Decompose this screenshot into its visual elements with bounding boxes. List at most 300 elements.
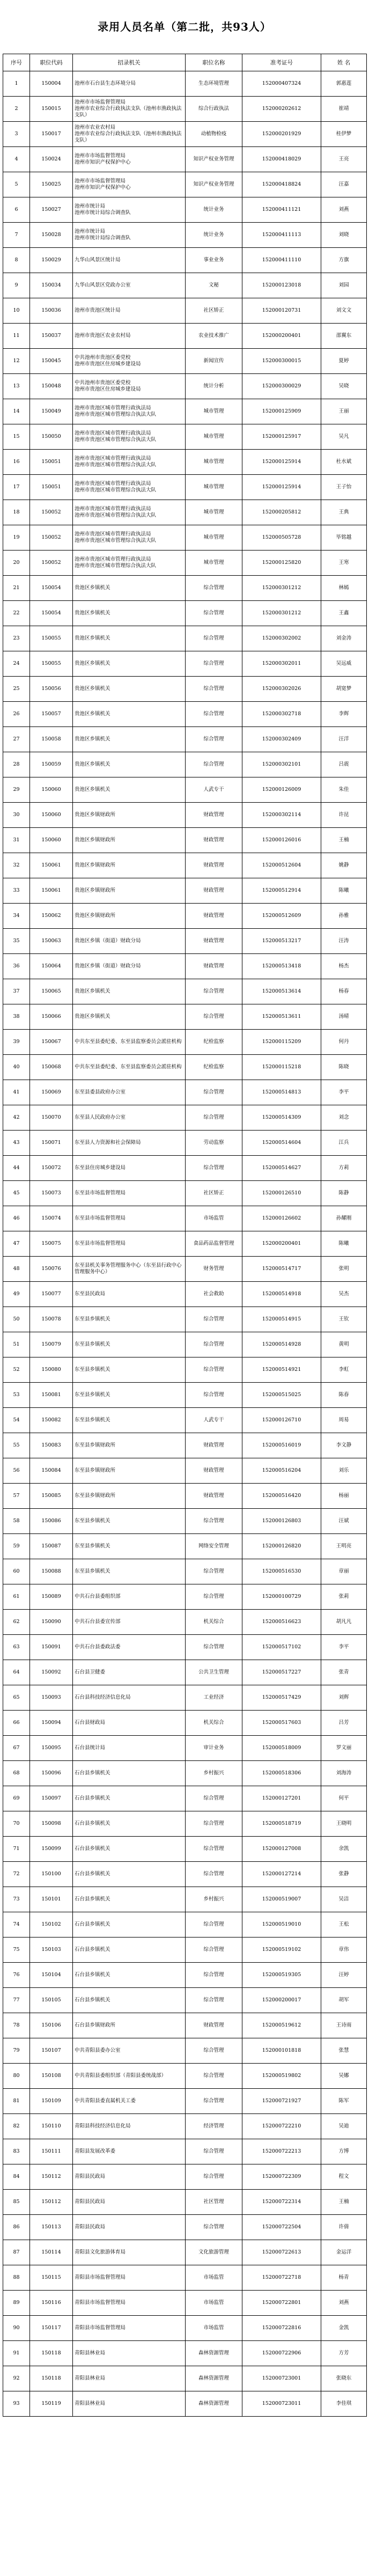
- cell-seq: 19: [3, 525, 30, 551]
- cell-code: 150085: [30, 1484, 73, 1509]
- table-row: [3, 1685, 367, 1711]
- cell-name: 陈静: [321, 1181, 367, 1206]
- cell-code: 150112: [30, 2164, 73, 2190]
- cell-ticket: 152000514928: [242, 1332, 321, 1357]
- cell-dept: 贵池区乡镇财政所: [73, 828, 186, 853]
- cell-position: 财政管理: [186, 1433, 242, 1458]
- cell-ticket: 152000302409: [242, 727, 321, 752]
- cell-dept: 石台县卫健委: [73, 1660, 186, 1685]
- cell-position: 市场监管: [186, 1206, 242, 1231]
- cell-name: 吕震: [321, 752, 367, 777]
- cell-code: 150115: [30, 2265, 73, 2291]
- cell-code: 150093: [30, 1685, 73, 1711]
- table-row: [3, 374, 367, 399]
- cell-name: 张慧: [321, 2038, 367, 2064]
- cell-name: 孙耀刚: [321, 1206, 367, 1231]
- cell-name: 程文: [321, 2164, 367, 2190]
- cell-ticket: 152000519102: [242, 1937, 321, 1963]
- cell-dept: 贵池区乡镇机关: [73, 601, 186, 626]
- cell-name: 胡凡凡: [321, 1610, 367, 1635]
- table-row: [3, 1357, 367, 1383]
- cell-dept: 贵池区乡镇机关: [73, 677, 186, 702]
- cell-seq: 76: [3, 1963, 30, 1988]
- cell-ticket: 152000123018: [242, 273, 321, 298]
- cell-position: 综合管理: [186, 727, 242, 752]
- cell-seq: 41: [3, 1080, 30, 1105]
- cell-dept: 东至县乡镇机关: [73, 1383, 186, 1408]
- cell-position: 文化旅游管理: [186, 2240, 242, 2265]
- cell-dept: 贵池区乡镇机关: [73, 651, 186, 677]
- table-row: [3, 424, 367, 450]
- cell-code: 150052: [30, 500, 73, 525]
- cell-position: 综合管理: [186, 1332, 242, 1357]
- table-row: [3, 2240, 367, 2265]
- table-row: [3, 1786, 367, 1811]
- cell-code: 150080: [30, 1357, 73, 1383]
- cell-seq: 58: [3, 1509, 30, 1534]
- cell-position: 综合管理: [186, 1509, 242, 1534]
- cell-seq: 62: [3, 1610, 30, 1635]
- cell-position: 财政管理: [186, 904, 242, 929]
- cell-dept: 青阳县民政局: [73, 2164, 186, 2190]
- cell-dept: 池州市贵池区城市管理行政执法局 池州市贵池区城市管理综合执法大队: [73, 551, 186, 576]
- cell-seq: 63: [3, 1635, 30, 1660]
- table-row: [3, 752, 367, 777]
- header-name: 姓 名: [321, 54, 367, 71]
- cell-seq: 16: [3, 450, 30, 475]
- cell-position: 综合管理: [186, 752, 242, 777]
- cell-code: 150059: [30, 752, 73, 777]
- cell-position: 财政管理: [186, 853, 242, 878]
- cell-ticket: 152000513614: [242, 979, 321, 1004]
- table-row: [3, 2190, 367, 2215]
- cell-dept: 池州市贵池区城市管理行政执法局 池州市贵池区城市管理综合执法大队: [73, 450, 186, 475]
- cell-code: 150076: [30, 1257, 73, 1282]
- cell-code: 150109: [30, 2089, 73, 2114]
- cell-code: 150098: [30, 1811, 73, 1837]
- cell-position: 乡村振兴: [186, 1887, 242, 1912]
- cell-seq: 51: [3, 1332, 30, 1357]
- cell-seq: 75: [3, 1937, 30, 1963]
- cell-code: 150070: [30, 1105, 73, 1131]
- cell-dept: 东至县乡镇财政所: [73, 1484, 186, 1509]
- table-row: [3, 500, 367, 525]
- cell-seq: 43: [3, 1131, 30, 1156]
- table-row: [3, 122, 367, 147]
- cell-seq: 26: [3, 702, 30, 727]
- table-row: [3, 2341, 367, 2366]
- cell-ticket: 152000516530: [242, 1559, 321, 1584]
- cell-dept: 池州市贵池区城市管理行政执法局 池州市贵池区城市管理综合执法大队: [73, 399, 186, 424]
- cell-position: 社区矫正: [186, 298, 242, 324]
- table-row: [3, 1610, 367, 1635]
- cell-ticket: 152000518306: [242, 1761, 321, 1786]
- cell-dept: 池州市市场监督管理局 池州市知识产权保护中心: [73, 147, 186, 172]
- cell-seq: 90: [3, 2316, 30, 2341]
- cell-name: 毕铭越: [321, 525, 367, 551]
- cell-seq: 87: [3, 2240, 30, 2265]
- cell-name: 张晓东: [321, 2366, 367, 2391]
- cell-position: 农业技术推广: [186, 324, 242, 349]
- cell-position: 财政管理: [186, 2013, 242, 2038]
- table-row: [3, 2089, 367, 2114]
- cell-position: 机关综合: [186, 1711, 242, 1736]
- table-row: [3, 248, 367, 273]
- header-row: [3, 54, 367, 71]
- cell-code: 150027: [30, 197, 73, 223]
- cell-dept: 石台县乡镇机关: [73, 1786, 186, 1811]
- cell-code: 150078: [30, 1307, 73, 1332]
- table-row: [3, 1660, 367, 1685]
- cell-ticket: 152000126820: [242, 1534, 321, 1559]
- cell-code: 150055: [30, 626, 73, 651]
- cell-dept: 九华山风景区党政办公室: [73, 273, 186, 298]
- table-row: [3, 2391, 367, 2417]
- table-row: [3, 399, 367, 424]
- cell-name: 罗文丽: [321, 1736, 367, 1761]
- cell-position: 综合管理: [186, 1635, 242, 1660]
- cell-position: 工业经济: [186, 1685, 242, 1711]
- cell-name: 孙雅: [321, 904, 367, 929]
- header-code: 职位代码: [30, 54, 73, 71]
- cell-code: 150062: [30, 904, 73, 929]
- cell-position: 综合管理: [186, 2089, 242, 2114]
- cell-dept: 中共石台县委政法委: [73, 1635, 186, 1660]
- table-row: [3, 1307, 367, 1332]
- table-row: [3, 172, 367, 197]
- table-row: [3, 803, 367, 828]
- cell-dept: 东至县乡镇机关: [73, 1307, 186, 1332]
- cell-dept: 中共石台县委组织部: [73, 1584, 186, 1610]
- cell-ticket: 152000518009: [242, 1736, 321, 1761]
- table-row: [3, 878, 367, 904]
- cell-name: 李平: [321, 1635, 367, 1660]
- cell-position: 综合管理: [186, 1811, 242, 1837]
- cell-seq: 15: [3, 424, 30, 450]
- cell-name: 李佳琪: [321, 2391, 367, 2417]
- table-row: [3, 1458, 367, 1484]
- cell-seq: 73: [3, 1887, 30, 1912]
- cell-dept: 青阳县市场监督管理局: [73, 2265, 186, 2291]
- cell-code: 150082: [30, 1408, 73, 1433]
- cell-dept: 东至县乡镇机关: [73, 1408, 186, 1433]
- cell-position: 综合管理: [186, 702, 242, 727]
- cell-dept: 石台县乡镇机关: [73, 1887, 186, 1912]
- cell-dept: 贵池区乡镇机关: [73, 576, 186, 601]
- cell-name: 吴迪: [321, 2114, 367, 2139]
- cell-seq: 82: [3, 2114, 30, 2139]
- cell-seq: 20: [3, 551, 30, 576]
- cell-dept: 池州市贵池区城市管理行政执法局 池州市贵池区城市管理综合执法大队: [73, 475, 186, 500]
- table-row: [3, 1080, 367, 1105]
- table-row: [3, 2064, 367, 2089]
- table-row: [3, 1811, 367, 1837]
- cell-position: 市场监管: [186, 2265, 242, 2291]
- cell-dept: 青阳县市场监督管理局: [73, 2291, 186, 2316]
- cell-position: 新闻宣传: [186, 349, 242, 374]
- cell-dept: 东至县人民政府办公室: [73, 1105, 186, 1131]
- cell-name: 汤晴: [321, 1004, 367, 1030]
- cell-seq: 2: [3, 97, 30, 122]
- cell-position: 纪检监察: [186, 1030, 242, 1055]
- cell-dept: 池州市贵池区统计局: [73, 298, 186, 324]
- cell-code: 150056: [30, 677, 73, 702]
- cell-ticket: 152000411121: [242, 197, 321, 223]
- cell-position: 综合管理: [186, 1004, 242, 1030]
- table-row: [3, 1030, 367, 1055]
- table-row: [3, 1383, 367, 1408]
- cell-ticket: 152000517429: [242, 1685, 321, 1711]
- cell-ticket: 152000125909: [242, 399, 321, 424]
- cell-code: 150083: [30, 1433, 73, 1458]
- cell-code: 150104: [30, 1963, 73, 1988]
- cell-position: 城市管理: [186, 525, 242, 551]
- cell-ticket: 152000127201: [242, 1786, 321, 1811]
- table-row: [3, 777, 367, 803]
- cell-dept: 贵池区乡镇机关: [73, 626, 186, 651]
- cell-code: 150072: [30, 1156, 73, 1181]
- table-row: [3, 727, 367, 752]
- cell-ticket: 152000125917: [242, 424, 321, 450]
- cell-seq: 83: [3, 2139, 30, 2164]
- cell-ticket: 152000126016: [242, 828, 321, 853]
- cell-ticket: 152000126510: [242, 1181, 321, 1206]
- cell-dept: 贵池区乡镇机关: [73, 702, 186, 727]
- cell-position: 综合管理: [186, 1862, 242, 1887]
- table-row: [3, 828, 367, 853]
- cell-dept: 贵池区乡镇财政所: [73, 878, 186, 904]
- table-row: [3, 223, 367, 248]
- cell-code: 150055: [30, 651, 73, 677]
- header-seq: 序号: [3, 54, 30, 71]
- cell-dept: 青阳县市场监督管理局: [73, 2316, 186, 2341]
- cell-dept: 东至县乡镇机关: [73, 1559, 186, 1584]
- cell-code: 150097: [30, 1786, 73, 1811]
- cell-seq: 57: [3, 1484, 30, 1509]
- cell-position: 知识产权业务管理: [186, 172, 242, 197]
- cell-name: 刘燕: [321, 2291, 367, 2316]
- cell-name: 方旗: [321, 248, 367, 273]
- cell-position: 动植物检疫: [186, 122, 242, 147]
- cell-dept: 池州市统计局 池州市统计局综合调查队: [73, 223, 186, 248]
- cell-position: 城市管理: [186, 475, 242, 500]
- cell-ticket: 152000514918: [242, 1282, 321, 1307]
- cell-code: 150117: [30, 2316, 73, 2341]
- cell-code: 150094: [30, 1711, 73, 1736]
- cell-ticket: 152000516623: [242, 1610, 321, 1635]
- cell-name: 刘晓: [321, 223, 367, 248]
- cell-position: 劳动监察: [186, 1131, 242, 1156]
- cell-dept: 东至县市场监督管理局: [73, 1231, 186, 1257]
- cell-code: 150111: [30, 2139, 73, 2164]
- table-row: [3, 298, 367, 324]
- cell-code: 150024: [30, 147, 73, 172]
- cell-name: 章丽: [321, 1559, 367, 1584]
- cell-ticket: 152000302002: [242, 626, 321, 651]
- cell-position: 综合管理: [186, 2064, 242, 2089]
- cell-code: 150087: [30, 1534, 73, 1559]
- cell-ticket: 152000513611: [242, 1004, 321, 1030]
- cell-seq: 10: [3, 298, 30, 324]
- cell-ticket: 152000302718: [242, 702, 321, 727]
- cell-seq: 45: [3, 1181, 30, 1206]
- table-row: [3, 71, 367, 97]
- cell-name: 李虹: [321, 1357, 367, 1383]
- cell-name: 陈曦: [321, 878, 367, 904]
- cell-dept: 青阳县林业局: [73, 2366, 186, 2391]
- cell-ticket: 152000302114: [242, 803, 321, 828]
- cell-ticket: 152000512609: [242, 904, 321, 929]
- cell-dept: 贵池区乡镇财政所: [73, 853, 186, 878]
- cell-name: 许昆: [321, 803, 367, 828]
- table-row: [3, 2038, 367, 2064]
- cell-code: 150029: [30, 248, 73, 273]
- cell-seq: 37: [3, 979, 30, 1004]
- cell-seq: 34: [3, 904, 30, 929]
- cell-code: 150086: [30, 1509, 73, 1534]
- cell-dept: 青阳县科技经济信息化局: [73, 2114, 186, 2139]
- cell-position: 城市管理: [186, 500, 242, 525]
- cell-name: 方博: [321, 2139, 367, 2164]
- cell-seq: 32: [3, 853, 30, 878]
- cell-seq: 68: [3, 1761, 30, 1786]
- cell-seq: 30: [3, 803, 30, 828]
- cell-dept: 中共石台县委宣传部: [73, 1610, 186, 1635]
- cell-position: 综合管理: [186, 1383, 242, 1408]
- cell-ticket: 152000126602: [242, 1206, 321, 1231]
- cell-position: 经济管理: [186, 2114, 242, 2139]
- cell-ticket: 152000515025: [242, 1383, 321, 1408]
- cell-ticket: 152000517227: [242, 1660, 321, 1685]
- cell-name: 江兵: [321, 1131, 367, 1156]
- cell-name: 朱佳: [321, 777, 367, 803]
- cell-ticket: 152000300029: [242, 374, 321, 399]
- cell-dept: 石台县乡镇机关: [73, 1761, 186, 1786]
- cell-dept: 中共青阳县委直属机关工委: [73, 2089, 186, 2114]
- cell-name: 汪婷: [321, 1963, 367, 1988]
- cell-position: 社区矫正: [186, 1181, 242, 1206]
- cell-position: 森林资源管理: [186, 2366, 242, 2391]
- cell-code: 150061: [30, 853, 73, 878]
- cell-seq: 17: [3, 475, 30, 500]
- cell-code: 150061: [30, 878, 73, 904]
- cell-name: 王晓明: [321, 1811, 367, 1837]
- cell-ticket: 152000721927: [242, 2089, 321, 2114]
- cell-name: 余凯: [321, 1837, 367, 1862]
- cell-seq: 28: [3, 752, 30, 777]
- cell-seq: 55: [3, 1433, 30, 1458]
- cell-ticket: 152000127008: [242, 1837, 321, 1862]
- cell-name: 汪涛: [321, 929, 367, 954]
- cell-dept: 石台县科技经济信息化局: [73, 1685, 186, 1711]
- cell-seq: 72: [3, 1862, 30, 1887]
- table-row: [3, 1231, 367, 1257]
- cell-name: 吴娜: [321, 2064, 367, 2089]
- cell-dept: 中共东至县委纪委、东至县监察委员会派驻机构: [73, 1055, 186, 1080]
- cell-name: 何丹: [321, 1030, 367, 1055]
- cell-position: 综合管理: [186, 1357, 242, 1383]
- cell-code: 150118: [30, 2366, 73, 2391]
- cell-position: 综合管理: [186, 626, 242, 651]
- cell-position: 生态环境管理: [186, 71, 242, 97]
- cell-dept: 池州市贵池区城市管理行政执法局 池州市贵池区城市管理综合执法大队: [73, 500, 186, 525]
- cell-name: 刘海涛: [321, 1761, 367, 1786]
- header-dept: 招录机关: [73, 54, 186, 71]
- table-row: [3, 1761, 367, 1786]
- cell-ticket: 152000513217: [242, 929, 321, 954]
- cell-dept: 石台县乡镇财政所: [73, 2013, 186, 2038]
- table-row: [3, 702, 367, 727]
- cell-position: 城市管理: [186, 424, 242, 450]
- cell-seq: 3: [3, 122, 30, 147]
- cell-seq: 65: [3, 1685, 30, 1711]
- cell-seq: 92: [3, 2366, 30, 2391]
- cell-name: 王明亮: [321, 1534, 367, 1559]
- cell-ticket: 152000126803: [242, 1509, 321, 1534]
- cell-code: 150074: [30, 1206, 73, 1231]
- cell-name: 王钦: [321, 1307, 367, 1332]
- cell-dept: 青阳县林业局: [73, 2341, 186, 2366]
- cell-code: 150092: [30, 1660, 73, 1685]
- table-row: [3, 1181, 367, 1206]
- cell-name: 胡宽梦: [321, 677, 367, 702]
- cell-position: 社区管理: [186, 2190, 242, 2215]
- cell-ticket: 152000519007: [242, 1887, 321, 1912]
- cell-name: 邵翼东: [321, 324, 367, 349]
- cell-dept: 贵池区乡镇机关: [73, 752, 186, 777]
- cell-name: 杨青: [321, 2265, 367, 2291]
- cell-seq: 77: [3, 1988, 30, 2013]
- cell-name: 陈曦: [321, 1231, 367, 1257]
- cell-code: 150081: [30, 1383, 73, 1408]
- cell-ticket: 152000514717: [242, 1257, 321, 1282]
- cell-position: 网络安全管理: [186, 1534, 242, 1559]
- cell-seq: 40: [3, 1055, 30, 1080]
- cell-dept: 东至县乡镇机关: [73, 1332, 186, 1357]
- cell-name: 方莉: [321, 1156, 367, 1181]
- cell-name: 陈晓: [321, 1055, 367, 1080]
- cell-seq: 84: [3, 2164, 30, 2190]
- cell-name: 王丽: [321, 399, 367, 424]
- table-row: [3, 1912, 367, 1937]
- cell-ticket: 152000201929: [242, 122, 321, 147]
- cell-ticket: 152000125914: [242, 475, 321, 500]
- cell-name: 李辉: [321, 702, 367, 727]
- cell-seq: 69: [3, 1786, 30, 1811]
- cell-ticket: 152000514309: [242, 1105, 321, 1131]
- cell-ticket: 152000514813: [242, 1080, 321, 1105]
- cell-seq: 21: [3, 576, 30, 601]
- cell-position: 财政管理: [186, 1458, 242, 1484]
- cell-position: 财政管理: [186, 878, 242, 904]
- cell-dept: 贵池区乡镇机关: [73, 727, 186, 752]
- cell-code: 150054: [30, 601, 73, 626]
- table-row: [3, 349, 367, 374]
- cell-position: 市场监管: [186, 2316, 242, 2341]
- cell-name: 胡军: [321, 1988, 367, 2013]
- cell-seq: 25: [3, 677, 30, 702]
- table-row: [3, 551, 367, 576]
- cell-position: 综合管理: [186, 576, 242, 601]
- cell-position: 食品药品监督管理: [186, 1231, 242, 1257]
- cell-position: 财政管理: [186, 929, 242, 954]
- cell-ticket: 152000722210: [242, 2114, 321, 2139]
- cell-ticket: 152000723011: [242, 2391, 321, 2417]
- cell-dept: 贵池区乡镇（街道）财政分局: [73, 954, 186, 979]
- table-row: [3, 1484, 367, 1509]
- cell-name: 王亮: [321, 147, 367, 172]
- cell-dept: 中共青阳县委办公室: [73, 2038, 186, 2064]
